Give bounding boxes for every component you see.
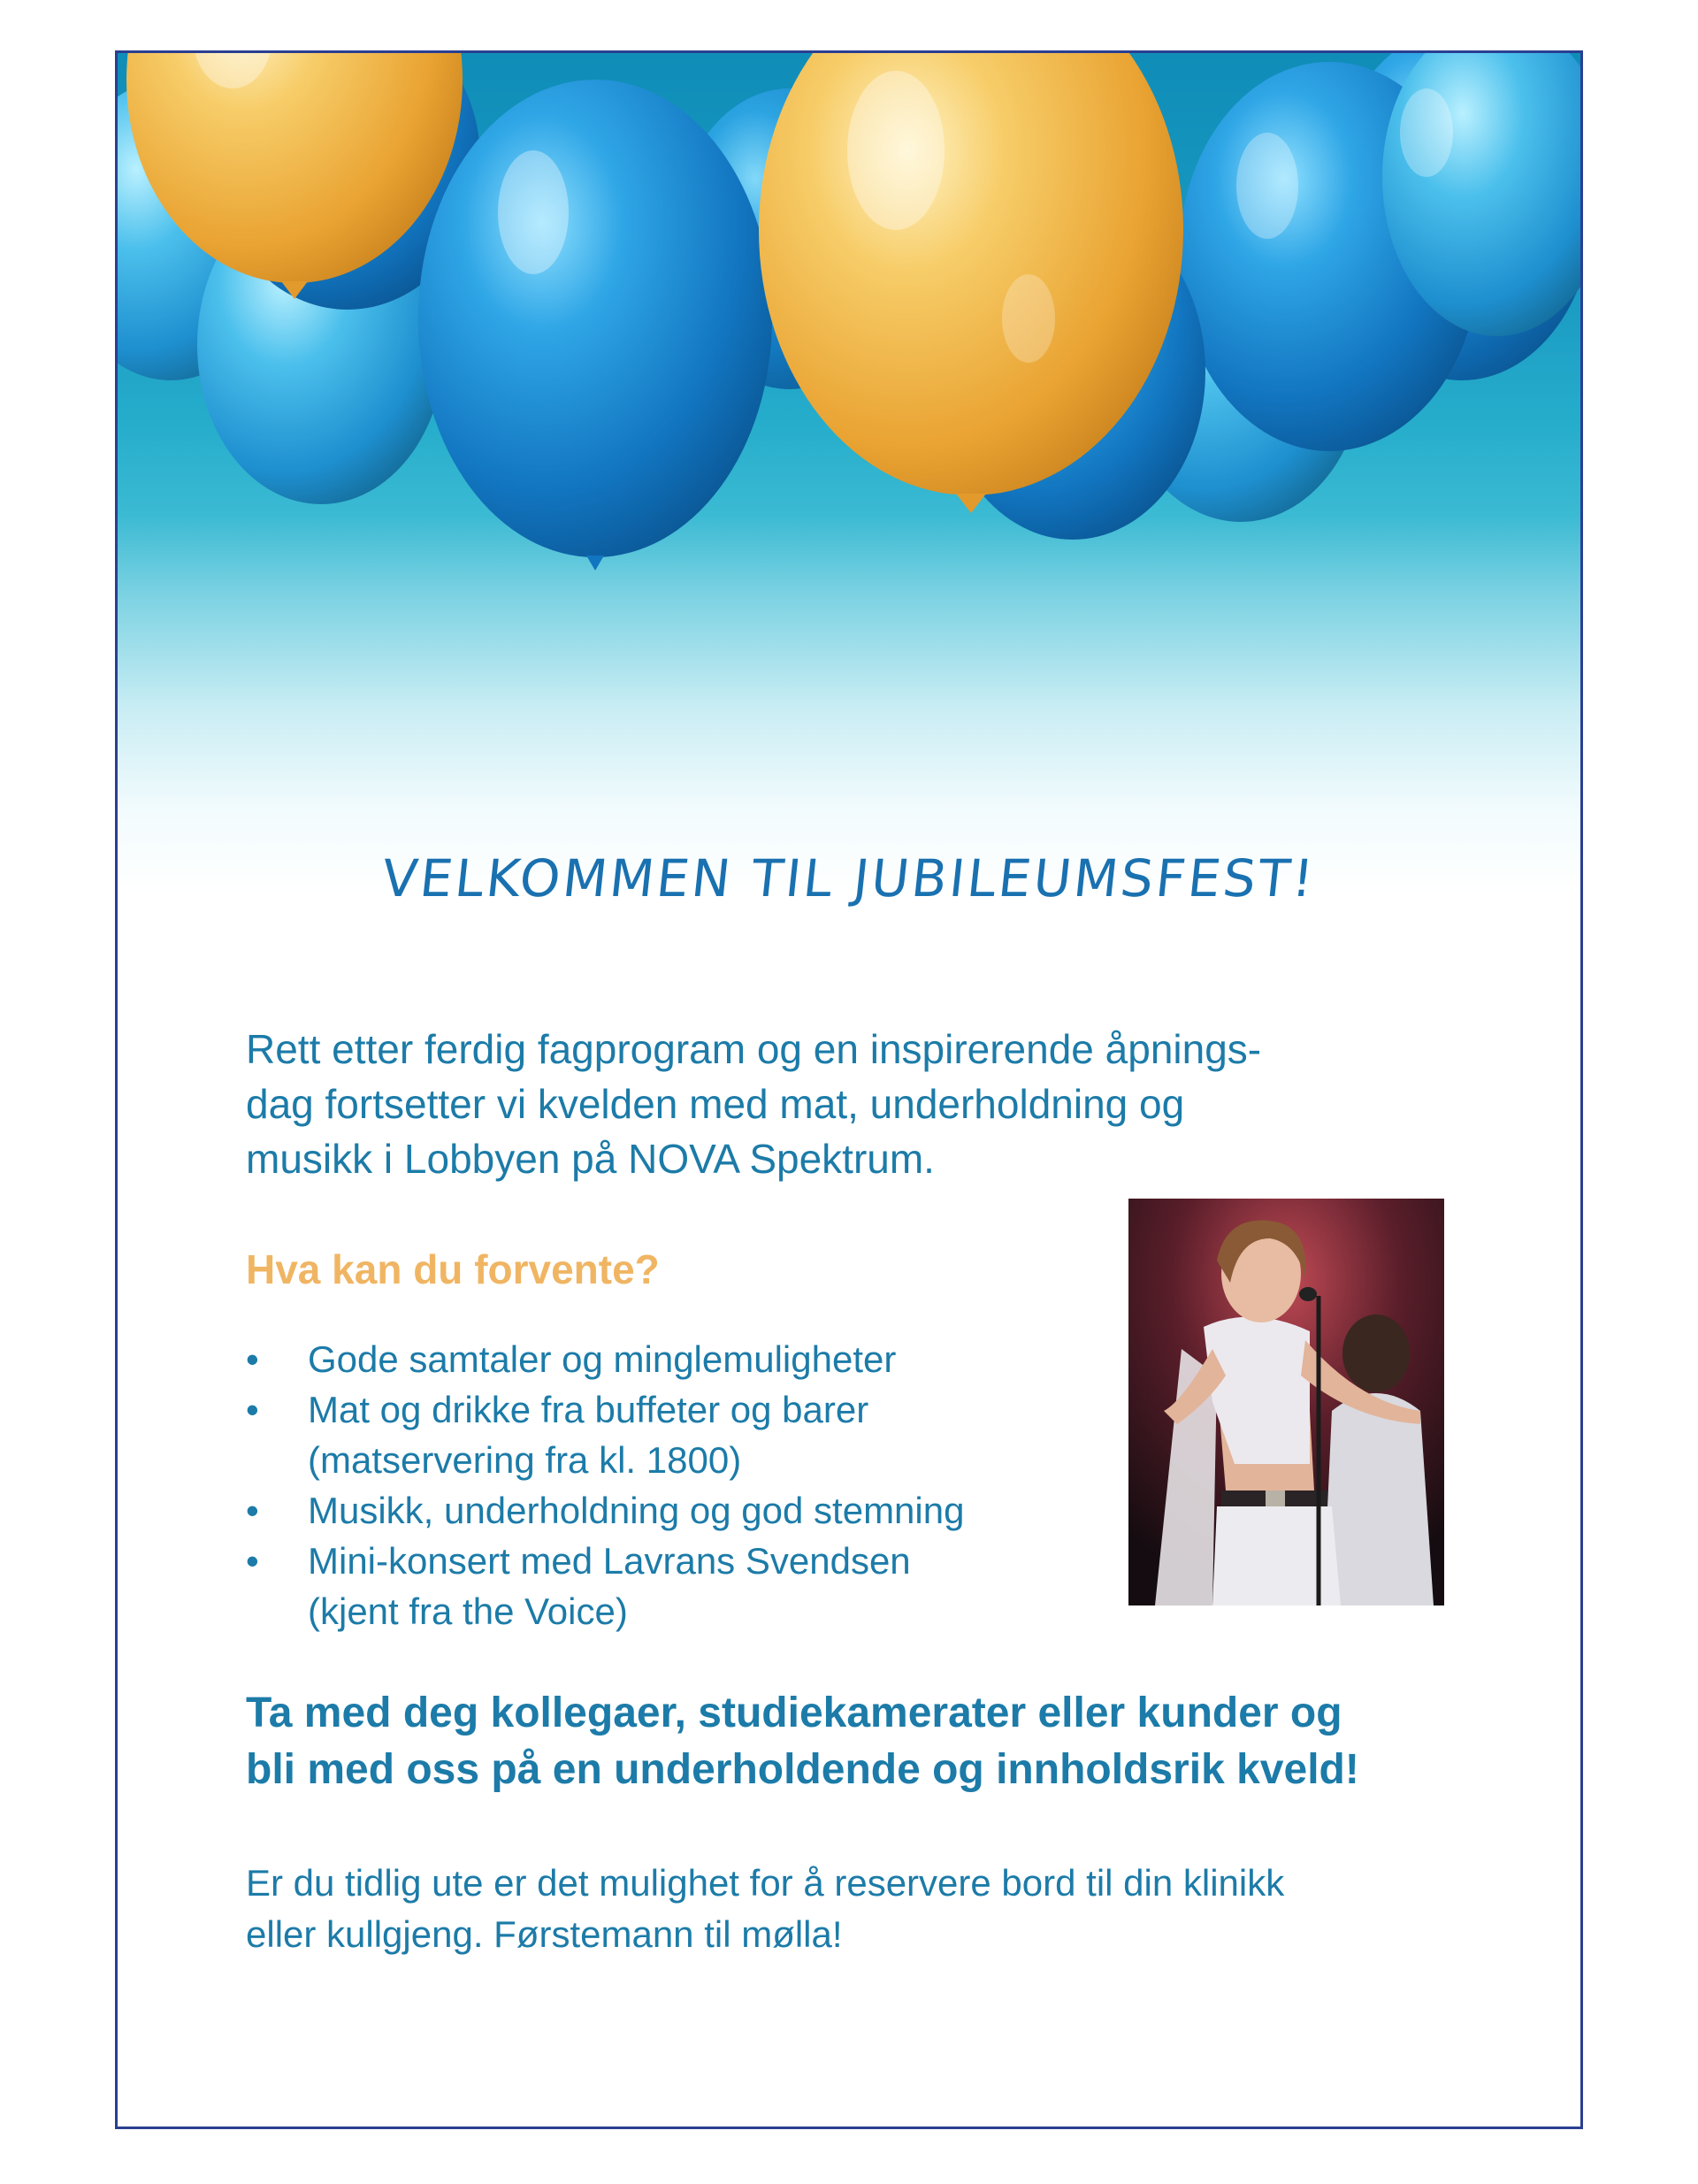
list-item-text: Gode samtaler og minglemuligheter [308, 1338, 897, 1380]
note-line: Er du tidlig ute er det mulighet for å reservere bord til din klinikk [246, 1862, 1285, 1904]
list-item-text: Mini-konsert med Lavrans Svendsen [308, 1540, 911, 1582]
bullet-icon: • [246, 1490, 259, 1531]
list-item-text: Mat og drikke fra buffeter og barer [308, 1389, 869, 1430]
list-item [246, 1485, 1130, 1536]
intro-line: dag fortsetter vi kvelden med mat, underholdning og [246, 1081, 1185, 1127]
expectations-list [246, 1334, 1130, 1636]
singer-on-stage-image [1128, 1199, 1444, 1605]
call-to-action [246, 1685, 1502, 1798]
reservation-note [246, 1858, 1502, 1960]
performer-photo [1128, 1199, 1444, 1605]
intro-line: Rett etter ferdig fagprogram og en inspirerende åpnings- [246, 1026, 1262, 1072]
section-heading: Hva kan du forvente? [246, 1246, 660, 1292]
list-item [246, 1334, 1130, 1384]
cta-line: Ta med deg kollegaer, studiekamerater eller kunder og [246, 1690, 1342, 1736]
intro-paragraph [246, 1022, 1466, 1186]
balloon-banner [118, 53, 1580, 893]
bullet-icon: • [246, 1389, 259, 1430]
balloons-illustration [118, 53, 1580, 672]
list-item-text: (kjent fra the Voice) [308, 1590, 628, 1632]
cta-line: bli med oss på en underholdende og innholdsrik kveld! [246, 1746, 1359, 1793]
page-title: VELKOMMEN TIL JUBILEUMSFEST! [379, 847, 1319, 908]
list-item [246, 1536, 1130, 1636]
poster-frame [115, 50, 1583, 2129]
bullet-icon: • [246, 1338, 259, 1380]
note-line: eller kullgjeng. Førstemann til mølla! [246, 1913, 843, 1955]
list-item-text: Musikk, underholdning og god stemning [308, 1490, 965, 1531]
intro-line: musikk i Lobbyen på NOVA Spektrum. [246, 1136, 935, 1182]
list-item [246, 1384, 1130, 1485]
list-item-text: (matservering fra kl. 1800) [308, 1439, 742, 1481]
balloon-blue [418, 80, 772, 557]
bullet-icon: • [246, 1540, 259, 1582]
